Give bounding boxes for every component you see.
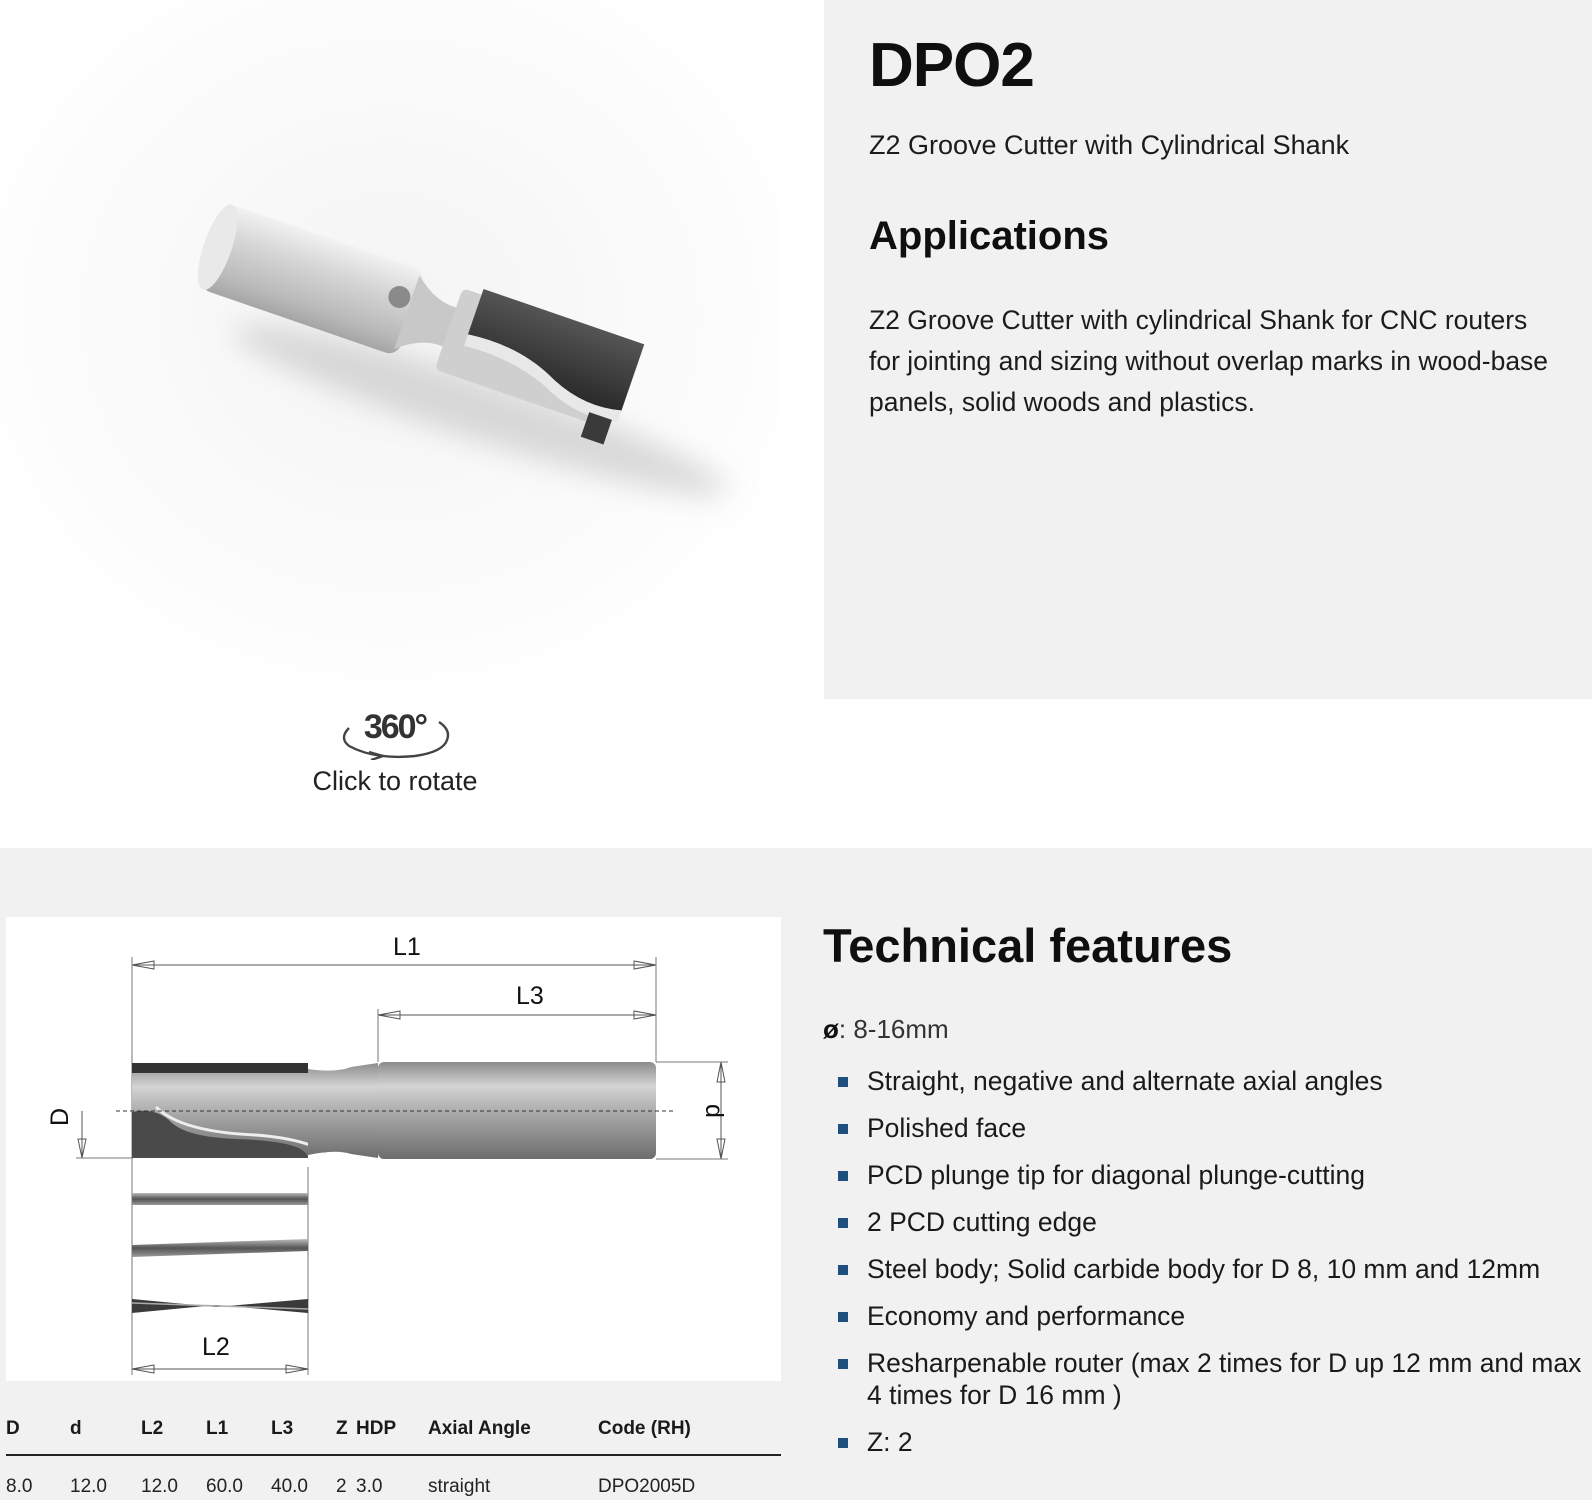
cell-L1: 60.0 bbox=[206, 1476, 243, 1497]
bullet-icon bbox=[838, 1077, 848, 1087]
col-header-code: Code (RH) bbox=[598, 1418, 781, 1455]
rotate-badge-text: 360° bbox=[363, 708, 427, 746]
bullet-icon bbox=[838, 1218, 848, 1228]
feature-text: Polished face bbox=[867, 1113, 1027, 1143]
feature-text: Straight, negative and alternate axial angles bbox=[867, 1066, 1383, 1096]
cell-HDP: 3.0 bbox=[356, 1476, 383, 1497]
technical-section bbox=[0, 848, 1592, 1500]
list-item bbox=[823, 1426, 1592, 1458]
table-header-row bbox=[6, 1418, 781, 1455]
label-L2: L2 bbox=[202, 1333, 230, 1361]
col-header-Z: Z bbox=[336, 1418, 356, 1455]
list-item bbox=[823, 1065, 1592, 1097]
table-row[interactable] bbox=[6, 1455, 781, 1498]
list-item bbox=[823, 1347, 1592, 1411]
label-d: d bbox=[700, 1104, 728, 1118]
spec-table bbox=[6, 1418, 781, 1498]
col-header-D: D bbox=[6, 1418, 70, 1455]
product-title: DPO2 bbox=[869, 31, 1034, 100]
cell-code: DPO2005D bbox=[598, 1476, 696, 1497]
feature-text: Resharpenable router (max 2 times for D up 12 mm and max 4 times for D 16 mm ) bbox=[867, 1348, 1582, 1410]
technical-drawing bbox=[6, 917, 781, 1381]
router-bit-render-image bbox=[0, 0, 780, 700]
col-header-d: d bbox=[70, 1418, 141, 1455]
col-header-L3: L3 bbox=[271, 1418, 336, 1455]
list-item bbox=[823, 1112, 1592, 1144]
list-item bbox=[823, 1206, 1592, 1238]
cell-Z: 2 bbox=[336, 1476, 347, 1497]
feature-text: PCD plunge tip for diagonal plunge-cutting bbox=[867, 1160, 1365, 1190]
diameter-value: : 8-16mm bbox=[838, 1014, 949, 1044]
label-D: D bbox=[46, 1107, 74, 1127]
col-header-HDP: HDP bbox=[356, 1418, 428, 1455]
cell-axial-angle: straight bbox=[428, 1476, 491, 1497]
bullet-icon bbox=[838, 1359, 848, 1369]
product-subtitle: Z2 Groove Cutter with Cylindrical Shank bbox=[869, 130, 1350, 160]
label-L3: L3 bbox=[516, 982, 544, 1010]
product-info-panel bbox=[824, 0, 1592, 699]
cell-d: 12.0 bbox=[70, 1476, 107, 1497]
diameter-symbol: ø bbox=[823, 1014, 839, 1044]
rotate-360-icon bbox=[335, 706, 455, 760]
bullet-icon bbox=[838, 1124, 848, 1134]
col-header-axial-angle: Axial Angle bbox=[428, 1418, 598, 1455]
cell-L2: 12.0 bbox=[141, 1476, 178, 1497]
rotate-hint[interactable] bbox=[290, 706, 500, 797]
cell-D: 8.0 bbox=[6, 1476, 33, 1497]
label-L1: L1 bbox=[393, 933, 421, 961]
technical-features-heading: Technical features bbox=[823, 919, 1233, 972]
applications-text: Z2 Groove Cutter with cylindrical Shank for CNC routers for jointing and sizing without overlap marks in wood-base panels, solid woods and plastics. bbox=[869, 305, 1549, 417]
feature-text: Z: 2 bbox=[867, 1427, 913, 1457]
rotate-label: Click to rotate bbox=[312, 766, 478, 796]
bullet-icon bbox=[838, 1171, 848, 1181]
bullet-icon bbox=[838, 1312, 848, 1322]
col-header-L1: L1 bbox=[206, 1418, 271, 1455]
bullet-icon bbox=[838, 1265, 848, 1275]
diameter-range bbox=[823, 1013, 1592, 1045]
dimension-drawing-image bbox=[6, 917, 781, 1381]
technical-features bbox=[823, 917, 1592, 1473]
feature-text: Economy and performance bbox=[867, 1301, 1186, 1331]
list-item bbox=[823, 1159, 1592, 1191]
col-header-L2: L2 bbox=[141, 1418, 206, 1455]
product-360-viewer[interactable] bbox=[0, 0, 780, 700]
cell-L3: 40.0 bbox=[271, 1476, 308, 1497]
feature-list bbox=[823, 1065, 1592, 1458]
list-item bbox=[823, 1253, 1592, 1285]
list-item bbox=[823, 1300, 1592, 1332]
applications-heading: Applications bbox=[869, 214, 1110, 258]
feature-text: Steel body; Solid carbide body for D 8, 10 mm and 12mm bbox=[867, 1254, 1541, 1284]
feature-text: 2 PCD cutting edge bbox=[867, 1207, 1097, 1237]
bullet-icon bbox=[838, 1438, 848, 1448]
